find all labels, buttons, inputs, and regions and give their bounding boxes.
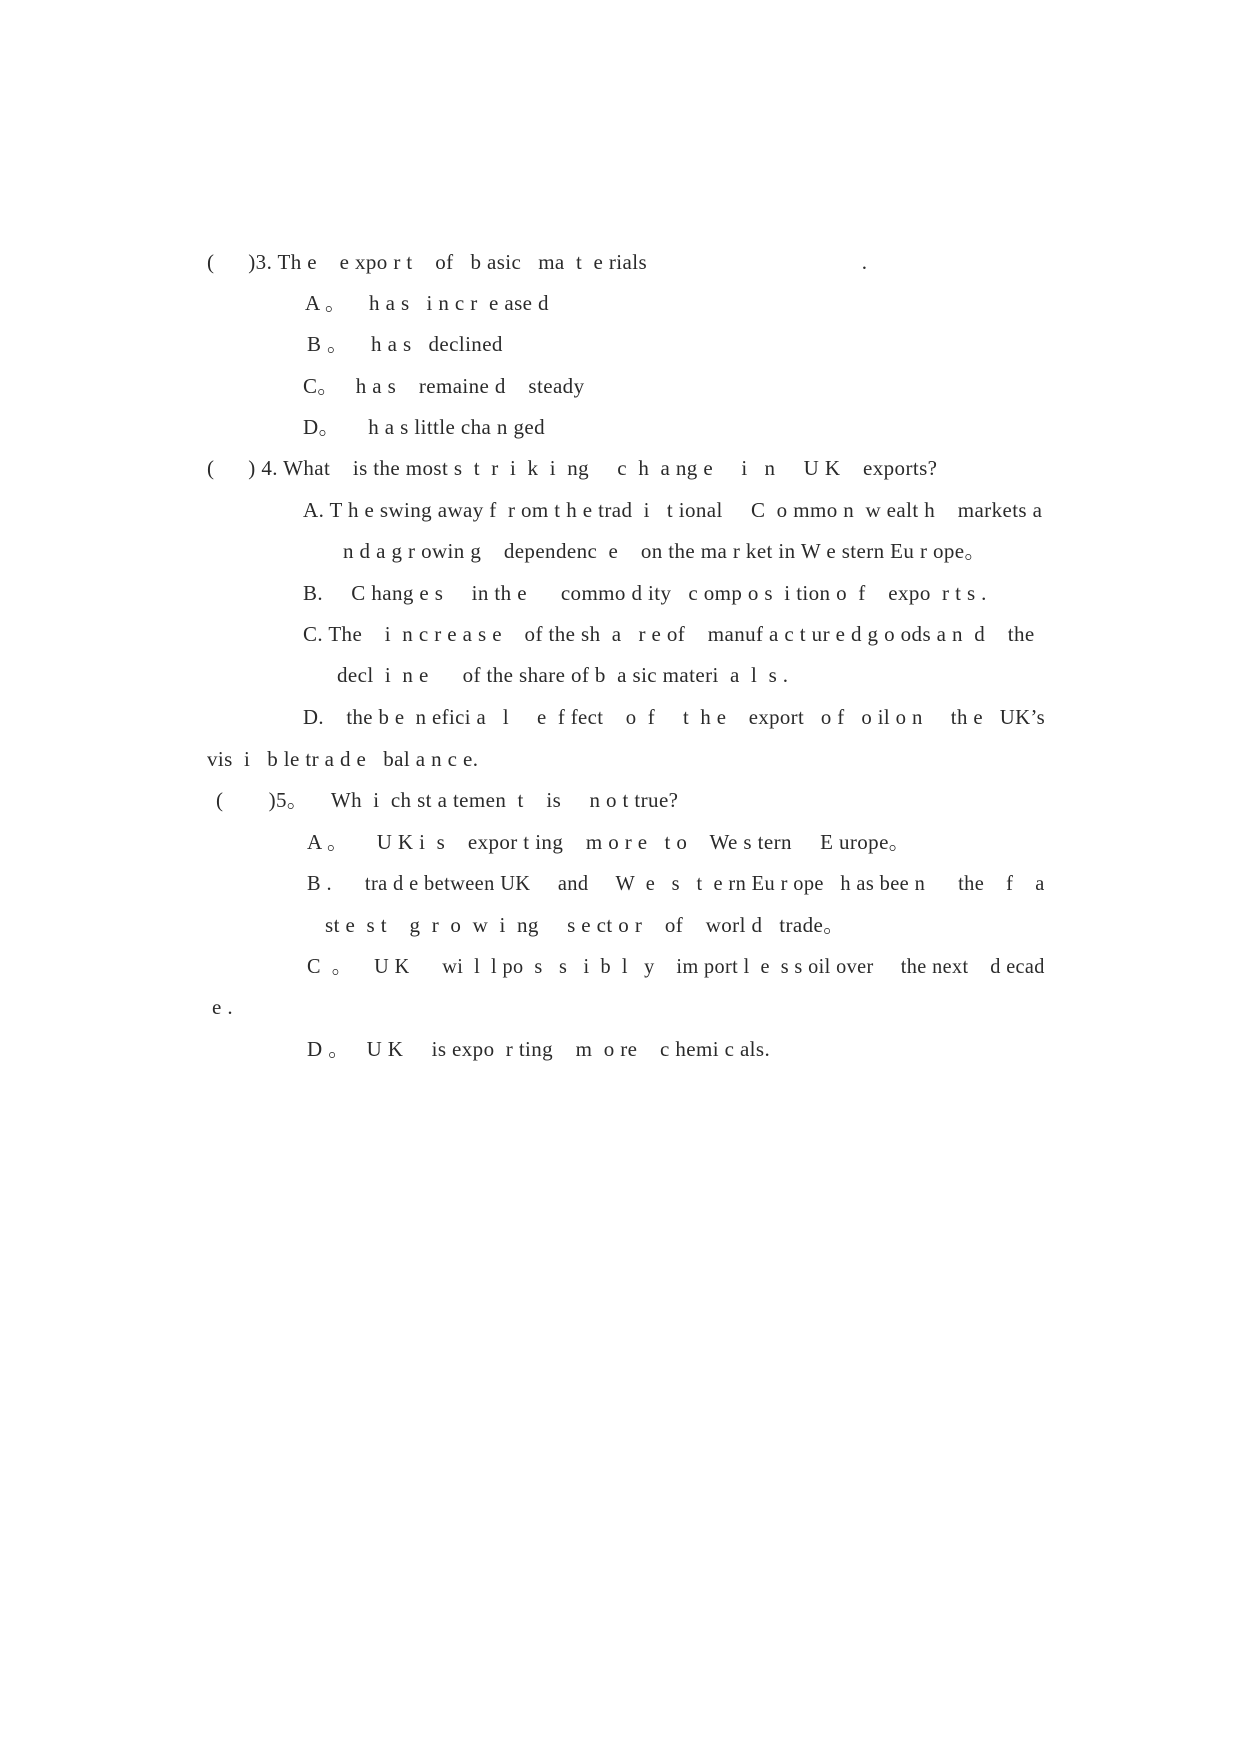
question-4-stem: ( ) 4. What is the most s t r i k i ng c h a ng e i n U K exports? xyxy=(207,456,938,480)
question-4-option-c-cont: decl i n e of the share of b a sic materi a l s . xyxy=(337,663,789,687)
question-5-option-c: C 。 U K wi l l po s s i b l y im port l e s s oil over the next d ecad xyxy=(307,954,1045,978)
question-4-option-d-cont: vis i b le tr a d e bal a n c e. xyxy=(207,747,479,771)
question-4-option-c: C. The i n c r e a s e of the sh a r e of manuf a c t ur e d g o ods a n d the xyxy=(303,622,1035,646)
question-5-option-b-cont: st e s t g r o w i ng s e ct o r of worl d trade。 xyxy=(325,913,845,937)
question-3-option-d: D。 h a s little cha n ged xyxy=(303,415,545,439)
question-5-stem: ( )5。 Wh i ch st a temen t is n o t true? xyxy=(216,788,679,812)
question-4-option-d: D. the b e n efici a l e f fect o f t h e export o f o il o n th e UK’s xyxy=(303,705,1046,729)
question-4-option-b: B. C hang e s in th e commo d ity c omp o s i tion o f expo r t s . xyxy=(303,581,987,605)
question-5-option-c-cont: e . xyxy=(212,995,234,1019)
question-3-option-c: C。 h a s remaine d steady xyxy=(303,374,585,398)
question-4-option-a: A. T h e swing away f r om t h e trad i t ional C o mmo n w ealt h markets a xyxy=(303,498,1043,522)
question-3-stem: ( )3. Th e e xpo r t of b asic ma t e rials . xyxy=(207,250,868,274)
question-4-option-a-cont: n d a g r owin g dependenc e on the ma r ket in W e stern Eu r ope。 xyxy=(343,539,986,563)
question-5-option-d: D 。 U K is expo r ting m o re c hemi c als. xyxy=(307,1037,771,1061)
question-3-option-b: B 。 h a s declined xyxy=(307,332,503,356)
question-3-option-a: A 。 h a s i n c r e ase d xyxy=(305,291,549,315)
question-5-option-b: B . tra d e between UK and W e s t e rn Eu r ope h as bee n the f a xyxy=(307,871,1045,895)
question-5-option-a: A 。 U K i s expor t ing m o r e t o We s tern E urope。 xyxy=(307,830,911,854)
